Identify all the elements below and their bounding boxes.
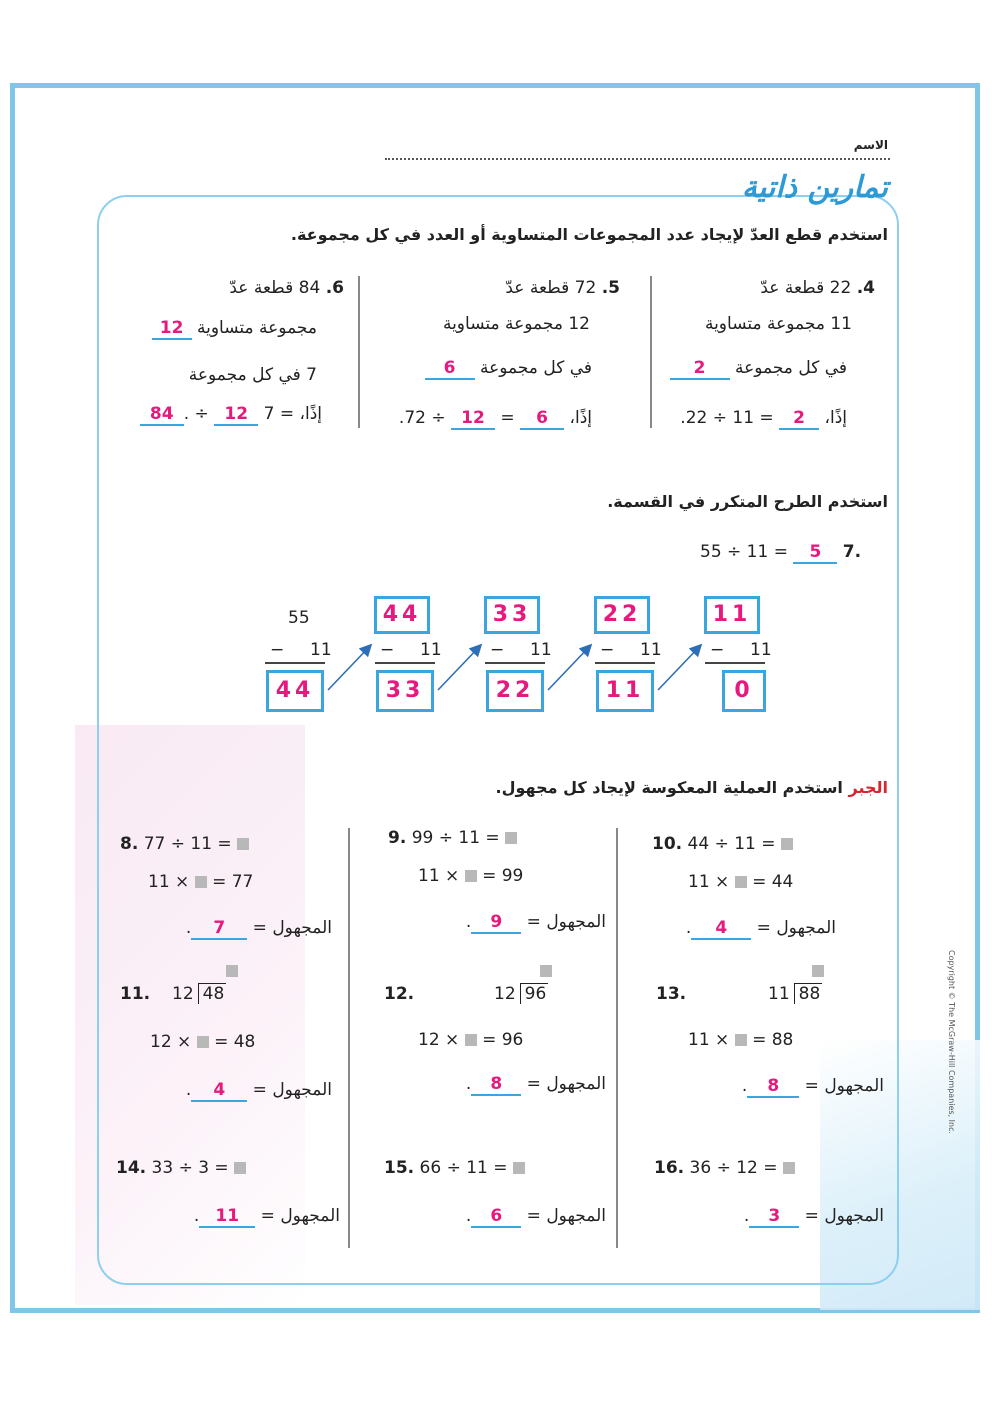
unknown-square xyxy=(513,1162,525,1174)
result-box[interactable]: 22 xyxy=(486,670,544,712)
problem-5-counters: 5. 72 قطعة عدّ xyxy=(505,278,620,298)
problem-5-equation: إذًا، 72 ÷ 12 = 6. xyxy=(398,408,592,428)
answer-blank[interactable]: 6 xyxy=(471,1206,521,1228)
carry-box[interactable]: 33 xyxy=(484,596,540,634)
minus-sign: − xyxy=(710,640,725,660)
answer-blank[interactable]: 12 xyxy=(152,318,192,340)
unknown-square xyxy=(505,832,517,844)
unknown-square xyxy=(226,965,238,977)
minus-sign: − xyxy=(490,640,505,660)
divisor: 11 xyxy=(420,640,442,660)
section1-instruction: استخدم قطع العدّ لإيجاد عدد المجموعات المتساوية أو العدد في كل مجموعة. xyxy=(290,225,888,244)
minus-sign: − xyxy=(270,640,285,660)
arrow xyxy=(548,646,590,690)
divisor: 11 xyxy=(530,640,552,660)
problem-4-groups: 11 مجموعة متساوية xyxy=(704,314,852,334)
problem-11-number: 11. xyxy=(120,984,151,1004)
problem-10: 10. 44 ÷ 11 = xyxy=(652,834,793,854)
answer-blank[interactable]: 11 xyxy=(199,1206,255,1228)
divider xyxy=(348,828,350,1248)
problem-15-answer: المجهول = 6. xyxy=(465,1206,606,1226)
problem-8: 8. 77 ÷ 11 = xyxy=(120,834,249,854)
problem-14: 14. 33 ÷ 3 = xyxy=(116,1158,246,1178)
problem-11-longdiv: 12 48 xyxy=(172,984,225,1004)
divider xyxy=(616,828,618,1248)
unknown-square xyxy=(812,965,824,977)
answer-blank[interactable]: 12 xyxy=(214,404,258,426)
problem-4-counters: 4. 22 قطعة عدّ xyxy=(760,278,875,298)
answer-blank[interactable]: 7 xyxy=(191,918,247,940)
result-box[interactable]: 44 xyxy=(266,670,324,712)
section3-instruction: الجبر استخدم العملية المعكوسة لإيجاد كل مجهول. xyxy=(495,778,888,797)
answer-blank[interactable]: 2 xyxy=(779,408,819,430)
answer-blank[interactable]: 2 xyxy=(670,358,730,380)
unknown-square xyxy=(735,876,747,888)
problem-13-answer: المجهول = 8. xyxy=(741,1076,884,1096)
problem-6-equation: إذًا، 84 . ÷ 12 7 = xyxy=(140,404,322,426)
answer-blank[interactable]: 3 xyxy=(749,1206,799,1228)
problem-16-answer: المجهول = 3. xyxy=(743,1206,884,1226)
unknown-square xyxy=(234,1162,246,1174)
unknown-square xyxy=(197,1036,209,1048)
unknown-square xyxy=(465,1034,477,1046)
problem-12-answer: المجهول = 8. xyxy=(465,1074,606,1094)
problem-7-equation: 55 ÷ 11 = 5 7. xyxy=(700,542,862,562)
problem-4-each: في كل مجموعة 2 xyxy=(670,358,847,380)
problem-9-answer: المجهول = 9. xyxy=(465,912,606,932)
problem-10-inverse: 11 × = 44 xyxy=(688,872,794,892)
minus-sign: − xyxy=(380,640,395,660)
unknown-square xyxy=(540,965,552,977)
carry-box[interactable]: 44 xyxy=(374,596,430,634)
page-title: تمارين ذاتية xyxy=(741,170,888,205)
answer-blank[interactable]: 84 xyxy=(140,404,184,426)
carry-box[interactable]: 22 xyxy=(594,596,650,634)
answer-blank[interactable]: 6 xyxy=(520,408,564,430)
problem-5-each: في كل مجموعة 6 xyxy=(425,358,592,380)
unknown-square xyxy=(735,1034,747,1046)
answer-blank[interactable]: 5 xyxy=(793,542,837,564)
problem-13-longdiv: 11 88 xyxy=(768,984,821,1004)
problem-11-answer: المجهول = 4. xyxy=(185,1080,332,1100)
answer-blank[interactable]: 4 xyxy=(191,1080,247,1102)
answer-blank[interactable]: 8 xyxy=(747,1076,799,1098)
problem-13-inverse: 11 × = 88 xyxy=(688,1030,794,1050)
unknown-square xyxy=(195,876,207,888)
problem-12-inverse: 12 × = 96 xyxy=(418,1030,524,1050)
result-box[interactable]: 33 xyxy=(376,670,434,712)
unknown-square xyxy=(781,838,793,850)
section2-instruction: استخدم الطرح المتكرر في القسمة. xyxy=(607,492,888,511)
start-value: 55 xyxy=(288,608,310,628)
result-box[interactable]: 11 xyxy=(596,670,654,712)
problem-13-number: 13. xyxy=(656,984,687,1004)
arrow xyxy=(658,646,700,690)
divisor: 11 xyxy=(310,640,332,660)
problem-14-answer: المجهول = 11. xyxy=(193,1206,340,1226)
name-label: الاسم xyxy=(853,138,888,152)
problem-6-each: 7 في كل مجموعة xyxy=(188,365,317,385)
minus-sign: − xyxy=(600,640,615,660)
copyright-holder xyxy=(940,950,960,1250)
copyright-text: Copyright © The McGraw-Hill Companies, Inc. xyxy=(947,950,956,1135)
answer-blank[interactable]: 8 xyxy=(471,1074,521,1096)
carry-box[interactable]: 11 xyxy=(704,596,760,634)
answer-blank[interactable]: 9 xyxy=(471,912,521,934)
problem-6-counters: 6. 84 قطعة عدّ xyxy=(229,278,344,298)
divisor: 11 xyxy=(640,640,662,660)
divisor: 11 xyxy=(750,640,772,660)
problem-8-answer: المجهول = 7. xyxy=(185,918,332,938)
arrow xyxy=(438,646,480,690)
problem-12-longdiv: 12 96 xyxy=(494,984,547,1004)
arrow xyxy=(328,646,370,690)
unknown-square xyxy=(465,870,477,882)
answer-blank[interactable]: 4 xyxy=(691,918,751,940)
problem-8-inverse: 11 × = 77 xyxy=(148,872,254,892)
problem-9: 9. 99 ÷ 11 = xyxy=(388,828,517,848)
answer-blank[interactable]: 6 xyxy=(425,358,475,380)
unknown-square xyxy=(237,838,249,850)
result-box[interactable]: 0 xyxy=(722,670,766,712)
problem-15: 15. 66 ÷ 11 = xyxy=(384,1158,525,1178)
problem-9-inverse: 11 × = 99 xyxy=(418,866,524,886)
problem-16: 16. 36 ÷ 12 = xyxy=(654,1158,795,1178)
answer-blank[interactable]: 12 xyxy=(451,408,495,430)
problem-10-answer: المجهول = 4. xyxy=(685,918,836,938)
problem-4-equation: إذًا، 2 22 ÷ 11 =. xyxy=(680,408,847,428)
problem-11-inverse: 12 × = 48 xyxy=(150,1032,256,1052)
unknown-square xyxy=(783,1162,795,1174)
problem-6-groups: مجموعة متساوية 12 xyxy=(152,318,317,340)
problem-5-groups: 12 مجموعة متساوية xyxy=(442,314,590,334)
problem-12-number: 12. xyxy=(384,984,415,1004)
